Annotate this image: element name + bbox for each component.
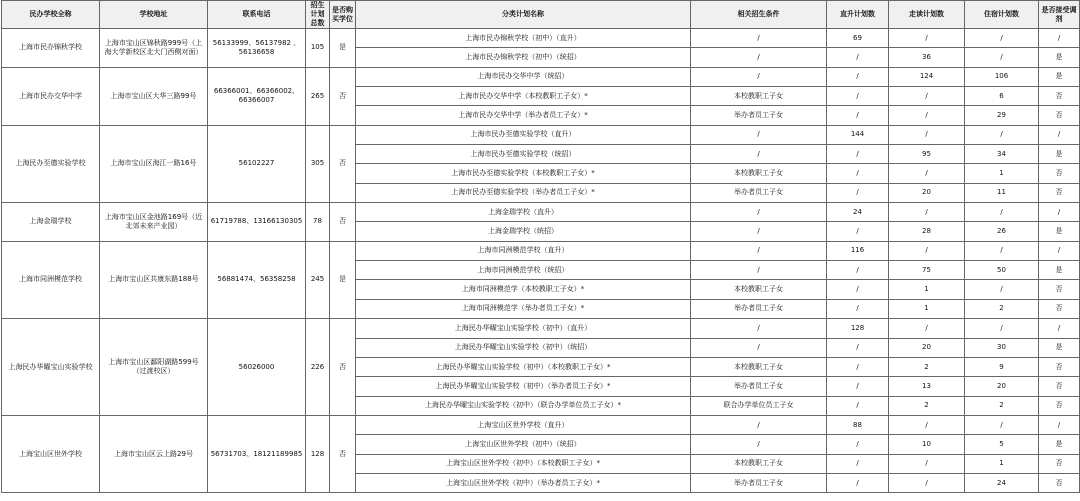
plan-day-cell: 75 [889,261,965,280]
plan-board-cell: 26 [965,222,1039,241]
plan-day-cell: / [889,87,965,106]
plan-direct-cell: / [827,87,889,106]
plan-adjust-cell: 否 [1039,280,1080,299]
plan-name-cell: 上海市民办锦秋学校（初中）（统招） [356,48,691,67]
plan-board-cell: / [965,415,1039,434]
school-phone-cell: 66366001、66366002、66366007 [208,67,306,125]
plan-day-cell: 10 [889,435,965,454]
plan-name-cell: 上海市同洲模范学校（直升） [356,241,691,260]
school-total-cell: 128 [306,415,330,492]
school-address-cell: 上海市宝山区大华三路99号 [100,67,208,125]
plan-condition-cell: / [691,48,827,67]
plan-condition-cell: / [691,338,827,357]
plan-adjust-cell: 否 [1039,106,1080,125]
plan-adjust-cell: 是 [1039,48,1080,67]
plan-name-cell: 上海市民办至德实验学校（本校教职工子女）* [356,164,691,183]
plan-condition-cell: / [691,222,827,241]
school-total-cell: 265 [306,67,330,125]
plan-direct-cell: / [827,473,889,492]
plan-condition-cell: 联合办学单位员工子女 [691,396,827,415]
plan-name-cell: 上海民办华曜宝山实验学校（初中）（联合办学单位员工子女）* [356,396,691,415]
header-day: 走读计划数 [889,1,965,29]
plan-day-cell: / [889,473,965,492]
plan-board-cell: / [965,241,1039,260]
plan-board-cell: 30 [965,338,1039,357]
plan-board-cell: 50 [965,261,1039,280]
plan-adjust-cell: 否 [1039,396,1080,415]
plan-condition-cell: / [691,67,827,86]
plan-condition-cell: / [691,415,827,434]
school-address-cell: 上海市宝山区海江一路16号 [100,125,208,202]
table-row [2,29,1080,48]
plan-direct-cell: 24 [827,203,889,222]
school-phone-cell: 56026000 [208,319,306,416]
plan-day-cell: 13 [889,377,965,396]
plan-adjust-cell: 是 [1039,435,1080,454]
plan-adjust-cell: 否 [1039,377,1080,396]
school-buy-cell: 是 [330,241,356,318]
plan-name-cell: 上海市民办至德实验学校（直升） [356,125,691,144]
plan-direct-cell: / [827,299,889,318]
plan-board-cell: 2 [965,396,1039,415]
plan-adjust-cell: / [1039,29,1080,48]
school-name-cell: 上海民办至德实验学校 [2,125,100,202]
plan-day-cell: 20 [889,183,965,202]
plan-board-cell: / [965,29,1039,48]
plan-board-cell: / [965,280,1039,299]
plan-condition-cell: / [691,261,827,280]
header-total: 招生计划总数 [306,1,330,29]
plan-day-cell: 2 [889,357,965,376]
plan-condition-cell: / [691,241,827,260]
plan-name-cell: 上海市民办至德实验学校（统招） [356,145,691,164]
plan-board-cell: 2 [965,299,1039,318]
plan-name-cell: 上海宝山区世外学校（初中）（本校教职工子女）* [356,454,691,473]
school-phone-cell: 56731703、18121189985 [208,415,306,492]
plan-condition-cell: / [691,203,827,222]
school-address-cell: 上海市宝山区金池路169号（近北郊未来产业园） [100,203,208,242]
plan-board-cell: / [965,125,1039,144]
plan-direct-cell: 116 [827,241,889,260]
plan-condition-cell: 举办者员工子女 [691,183,827,202]
plan-condition-cell: 本校教职工子女 [691,454,827,473]
plan-name-cell: 上海市同洲模范学校（统招） [356,261,691,280]
plan-condition-cell: / [691,29,827,48]
plan-condition-cell: / [691,319,827,338]
plan-condition-cell: / [691,435,827,454]
plan-board-cell: 24 [965,473,1039,492]
plan-direct-cell: / [827,338,889,357]
plan-day-cell: / [889,415,965,434]
plan-adjust-cell: 否 [1039,87,1080,106]
plan-adjust-cell: 否 [1039,357,1080,376]
plan-board-cell: 106 [965,67,1039,86]
plan-day-cell: 1 [889,299,965,318]
header-school: 民办学校全称 [2,1,100,29]
plan-board-cell: 5 [965,435,1039,454]
school-phone-cell: 56102227 [208,125,306,202]
plan-adjust-cell: 是 [1039,338,1080,357]
school-name-cell: 上海市同洲模范学校 [2,241,100,318]
header-buy-place: 是否购买学位 [330,1,356,29]
plan-name-cell: 上海金瑞学校（统招） [356,222,691,241]
plan-condition-cell: 举办者员工子女 [691,299,827,318]
school-buy-cell: 否 [330,125,356,202]
school-phone-cell: 56881474、56358258 [208,241,306,318]
plan-direct-cell: / [827,396,889,415]
table-body [2,29,1080,493]
school-address-cell: 上海市宝山区云上路29号 [100,415,208,492]
header-row [2,1,1080,29]
plan-day-cell: / [889,125,965,144]
plan-board-cell: 11 [965,183,1039,202]
plan-adjust-cell: 否 [1039,164,1080,183]
plan-name-cell: 上海宝山区世外学校（直升） [356,415,691,434]
plan-name-cell: 上海市同洲模范学（本校教职工子女）* [356,280,691,299]
header-phone: 联系电话 [208,1,306,29]
plan-name-cell: 上海宝山区世外学校（初中）（统招） [356,435,691,454]
plan-day-cell: 20 [889,338,965,357]
school-name-cell: 上海市民办交华中学 [2,67,100,125]
plan-name-cell: 上海民办华曜宝山实验学校（初中）（直升） [356,319,691,338]
enrollment-plan-table [1,0,1080,493]
plan-board-cell: 34 [965,145,1039,164]
school-name-cell: 上海民办华曜宝山实验学校 [2,319,100,416]
plan-day-cell: 28 [889,222,965,241]
plan-day-cell: 1 [889,280,965,299]
school-total-cell: 78 [306,203,330,242]
plan-direct-cell: / [827,280,889,299]
plan-board-cell: / [965,319,1039,338]
table-row [2,319,1080,338]
header-board: 住宿计划数 [965,1,1039,29]
table-row [2,415,1080,434]
plan-adjust-cell: 是 [1039,261,1080,280]
plan-condition-cell: / [691,145,827,164]
plan-name-cell: 上海宝山区世外学校（初中）（举办者员工子女）* [356,473,691,492]
plan-direct-cell: / [827,357,889,376]
plan-adjust-cell: 否 [1039,183,1080,202]
plan-name-cell: 上海民办华曜宝山实验学校（初中）（举办者员工子女）* [356,377,691,396]
plan-direct-cell: / [827,222,889,241]
plan-direct-cell: 88 [827,415,889,434]
plan-direct-cell: 128 [827,319,889,338]
plan-board-cell: / [965,48,1039,67]
plan-day-cell: 36 [889,48,965,67]
header-conditions: 相关招生条件 [691,1,827,29]
school-buy-cell: 是 [330,29,356,68]
table-row [2,125,1080,144]
plan-board-cell: 29 [965,106,1039,125]
plan-board-cell: 1 [965,164,1039,183]
plan-name-cell: 上海民办华曜宝山实验学校（初中）（本校教职工子女）* [356,357,691,376]
plan-direct-cell: / [827,164,889,183]
school-phone-cell: 56133999、56137982 、56136658 [208,29,306,68]
plan-direct-cell: / [827,435,889,454]
school-total-cell: 245 [306,241,330,318]
header-address: 学校地址 [100,1,208,29]
plan-adjust-cell: 是 [1039,67,1080,86]
plan-adjust-cell: / [1039,415,1080,434]
plan-direct-cell: / [827,261,889,280]
school-address-cell: 上海市宝山区锦秋路999号（上海大学新校区北大门西侧对面） [100,29,208,68]
plan-adjust-cell: 否 [1039,473,1080,492]
plan-adjust-cell: 否 [1039,454,1080,473]
school-total-cell: 105 [306,29,330,68]
school-total-cell: 305 [306,125,330,202]
plan-condition-cell: 举办者员工子女 [691,473,827,492]
header-direct: 直升计划数 [827,1,889,29]
plan-name-cell: 上海市民办交华中学（本校教职工子女）* [356,87,691,106]
plan-board-cell: 20 [965,377,1039,396]
plan-direct-cell: / [827,48,889,67]
school-name-cell: 上海宝山区世外学校 [2,415,100,492]
school-buy-cell: 否 [330,415,356,492]
table-row [2,241,1080,260]
plan-board-cell: / [965,203,1039,222]
school-buy-cell: 否 [330,67,356,125]
plan-name-cell: 上海市民办交华中学（举办者员工子女）* [356,106,691,125]
plan-board-cell: 1 [965,454,1039,473]
plan-condition-cell: 本校教职工子女 [691,164,827,183]
plan-day-cell: / [889,29,965,48]
plan-direct-cell: / [827,67,889,86]
plan-day-cell: / [889,319,965,338]
plan-direct-cell: / [827,145,889,164]
table-row [2,67,1080,86]
school-buy-cell: 否 [330,319,356,416]
school-buy-cell: 否 [330,203,356,242]
header-plan-name: 分类计划名称 [356,1,691,29]
plan-adjust-cell: / [1039,125,1080,144]
plan-direct-cell: 69 [827,29,889,48]
plan-condition-cell: 本校教职工子女 [691,357,827,376]
plan-direct-cell: / [827,106,889,125]
plan-condition-cell: / [691,125,827,144]
plan-day-cell: / [889,241,965,260]
plan-adjust-cell: 否 [1039,299,1080,318]
table-row [2,203,1080,222]
plan-direct-cell: / [827,377,889,396]
plan-day-cell: / [889,454,965,473]
plan-adjust-cell: 是 [1039,145,1080,164]
plan-day-cell: 124 [889,67,965,86]
plan-adjust-cell: 是 [1039,222,1080,241]
plan-adjust-cell: / [1039,319,1080,338]
school-name-cell: 上海金瑞学校 [2,203,100,242]
plan-name-cell: 上海市民办至德实验学校（举办者员工子女）* [356,183,691,202]
plan-day-cell: 95 [889,145,965,164]
plan-name-cell: 上海市同洲模范学（举办者员工子女）* [356,299,691,318]
school-address-cell: 上海市宝山区鄱阳湖路599号（过渡校区） [100,319,208,416]
plan-direct-cell: / [827,183,889,202]
plan-day-cell: / [889,106,965,125]
school-phone-cell: 61719788、13166130305 [208,203,306,242]
plan-day-cell: / [889,164,965,183]
plan-direct-cell: / [827,454,889,473]
plan-name-cell: 上海民办华曜宝山实验学校（初中）（统招） [356,338,691,357]
plan-name-cell: 上海市民办交华中学（统招） [356,67,691,86]
school-address-cell: 上海市宝山区共康东路188号 [100,241,208,318]
plan-condition-cell: 举办者员工子女 [691,377,827,396]
plan-condition-cell: 本校教职工子女 [691,87,827,106]
plan-board-cell: 9 [965,357,1039,376]
plan-name-cell: 上海市民办锦秋学校（初中）（直升） [356,29,691,48]
header-adjust: 是否接受调剂 [1039,1,1080,29]
plan-adjust-cell: / [1039,203,1080,222]
plan-condition-cell: 举办者员工子女 [691,106,827,125]
plan-day-cell: / [889,203,965,222]
school-total-cell: 226 [306,319,330,416]
plan-adjust-cell: / [1039,241,1080,260]
school-name-cell: 上海市民办锦秋学校 [2,29,100,68]
plan-day-cell: 2 [889,396,965,415]
plan-name-cell: 上海金瑞学校（直升） [356,203,691,222]
plan-condition-cell: 本校教职工子女 [691,280,827,299]
plan-direct-cell: 144 [827,125,889,144]
plan-board-cell: 6 [965,87,1039,106]
